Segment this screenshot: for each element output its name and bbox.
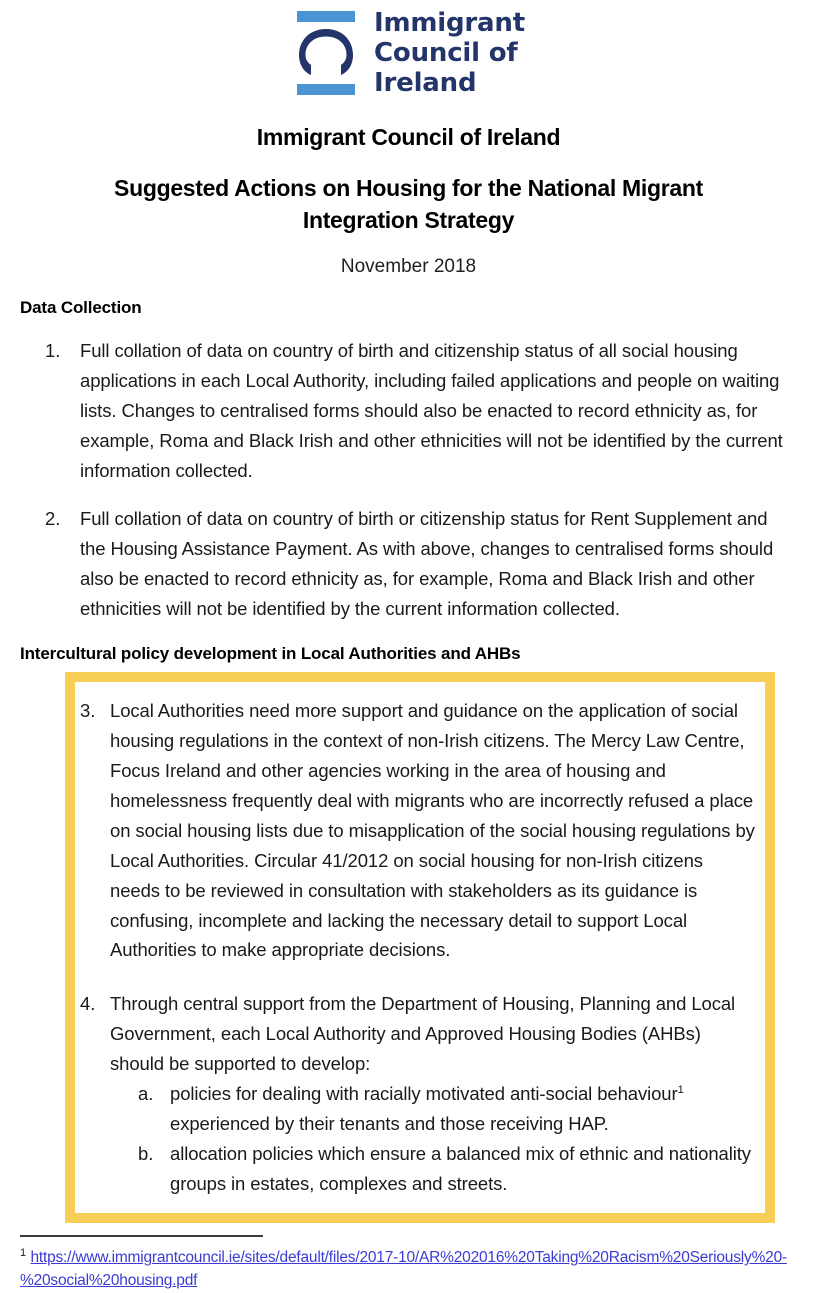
logo-text-line-3: Ireland bbox=[374, 68, 477, 99]
logo-bar-bottom bbox=[297, 84, 355, 95]
document-title: Suggested Actions on Housing for the National Migrant Integration Strategy bbox=[114, 175, 703, 233]
highlighted-recommendations-box bbox=[65, 672, 775, 1224]
footnote bbox=[20, 1246, 797, 1293]
list-item bbox=[20, 336, 797, 486]
logo-block bbox=[0, 0, 817, 98]
list-intercultural-policy bbox=[75, 696, 757, 1200]
sub-item-a-text-before-footnote: policies for dealing with racially motivated anti-social behaviour bbox=[170, 1083, 678, 1105]
omega-logo-icon bbox=[292, 9, 360, 97]
logo-text-line-1: Immigrant bbox=[374, 8, 525, 38]
list-item-text: Local Authorities need more support and guidance on the application of social housing regulations in the context of non-Irish citizens. The Mercy Law Centre, Focus Ireland and other agencies working in the area of housing and homelessness frequently deal with migrants who are incorrectly refused a place on social housing lists due to misapplication of the social housing regulations by Local Authorities. Circular 41/2012 on social housing for non-Irish citizens needs to be reviewed in consultation with stakeholders as its guidance is confusing, incomplete and lacking the necessary detail to support Local Authorities to make appropriate decisions. bbox=[110, 699, 755, 961]
list-data-collection bbox=[20, 336, 797, 624]
logo-bar-top bbox=[297, 11, 355, 22]
footnote-separator bbox=[20, 1235, 263, 1237]
omega-shape-icon bbox=[296, 27, 356, 81]
list-item-marker: 4. bbox=[80, 993, 96, 1015]
list-item-text-wrapper bbox=[110, 989, 757, 1199]
organisation-title: Immigrant Council of Ireland bbox=[256, 124, 561, 151]
list-item bbox=[75, 989, 757, 1199]
document-date: November 2018 bbox=[340, 256, 477, 277]
logo-text-line-2: Council of bbox=[374, 38, 518, 69]
section-heading-intercultural-policy: Intercultural policy development in Local Authorities and AHBs bbox=[20, 643, 521, 663]
section-heading-data-collection: Data Collection bbox=[20, 298, 142, 317]
list-item-marker: 3. bbox=[80, 699, 96, 721]
sub-list-item-marker: b. bbox=[138, 1143, 154, 1165]
sub-item-a-text-after-footnote: experienced by their tenants and those receiving HAP. bbox=[170, 1113, 609, 1135]
document-body bbox=[0, 298, 817, 664]
footnote-reference-marker[interactable]: 1 bbox=[677, 1084, 684, 1097]
sub-list-item bbox=[110, 1079, 757, 1139]
list-item bbox=[75, 696, 757, 966]
footnote-link[interactable]: https://www.immigrantcouncil.ie/sites/default/files/2017-10/AR%202016%20Taking%20Racism%20Seriously%20-%20social%20housing.pdf bbox=[20, 1249, 787, 1290]
sub-list-item bbox=[110, 1139, 757, 1199]
sub-list-item-marker: a. bbox=[138, 1083, 154, 1105]
list-item-text: Full collation of data on country of birth or citizenship status for Rent Supplement and the Housing Assistance Payment. As with above, changes to centralised forms should also be enacted to record ethnicity as, for example, Roma and Black Irish and other ethnicities will not be identified by the current information collected. bbox=[80, 507, 774, 619]
logo-wordmark bbox=[374, 8, 525, 98]
list-item-marker: 2. bbox=[45, 507, 61, 529]
list-item-text: Through central support from the Department of Housing, Planning and Local Government, each Local Authority and Approved Housing Bodies (AHBs) should be supported to develop: bbox=[110, 993, 736, 1075]
list-item-marker: 1. bbox=[45, 340, 61, 361]
sub-list-item-text: allocation policies which ensure a balanced mix of ethnic and nationality groups in estates, complexes and streets. bbox=[170, 1143, 751, 1195]
logo bbox=[292, 8, 525, 98]
sub-list-item-text bbox=[170, 1079, 757, 1139]
footnote-number: 1 bbox=[20, 1247, 27, 1260]
list-item bbox=[20, 504, 797, 624]
sub-list bbox=[110, 1079, 757, 1199]
list-item-text: Full collation of data on country of birth and citizenship status of all social housing applications in each Local Authority, including failed applications and people on waiting lists. Changes to centralised forms should also be enacted to record ethnicity as, for example, Roma and Black Irish and other ethnicities will not be identified by the current information collected. bbox=[80, 340, 783, 481]
footnote-area bbox=[0, 1235, 817, 1293]
